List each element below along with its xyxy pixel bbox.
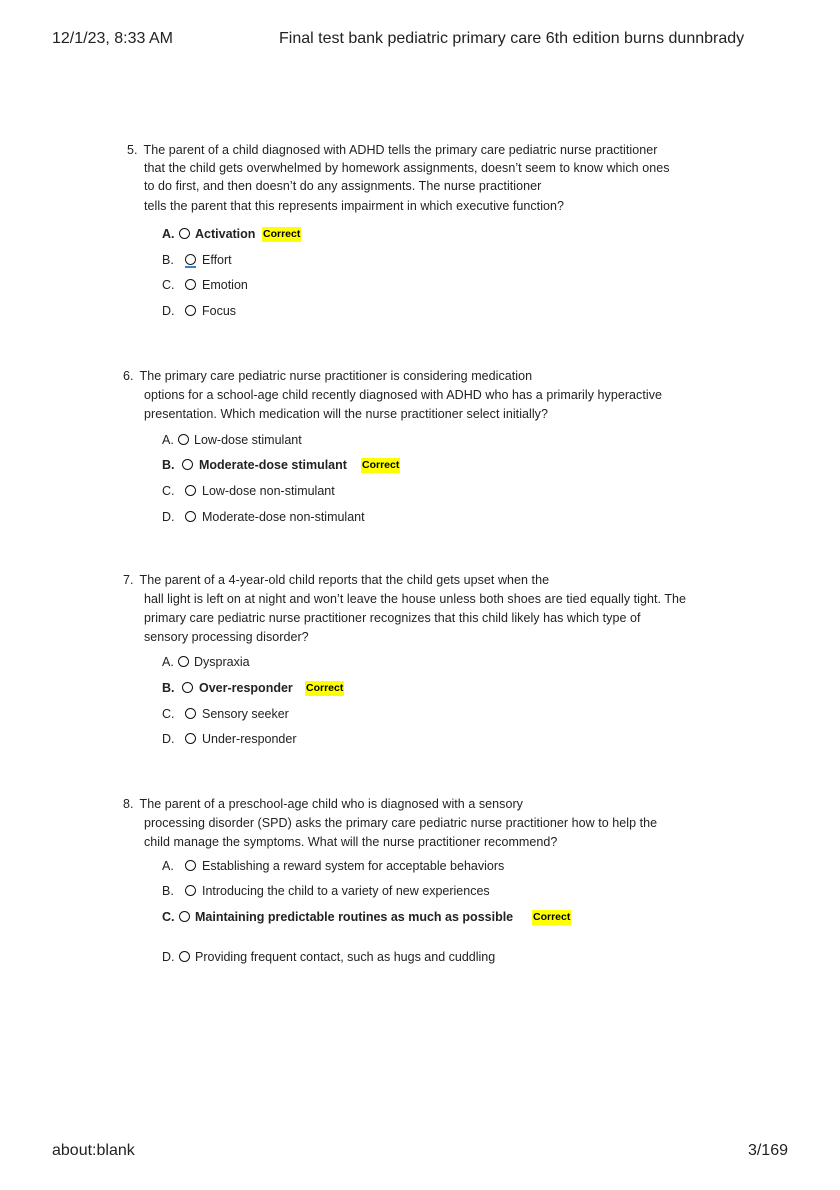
option-label: Maintaining predictable routines as much as possible [195, 910, 514, 924]
radio-icon[interactable] [179, 951, 190, 962]
option-letter: B. [162, 681, 175, 695]
radio-icon[interactable] [185, 733, 196, 744]
option-letter: C. [162, 484, 175, 498]
question-number: 6. [123, 369, 134, 383]
radio-icon[interactable] [185, 885, 196, 896]
option-label: Providing frequent contact, such as hugs and cuddling [195, 950, 496, 964]
question-number: 7. [123, 573, 134, 587]
question-stem-line: child manage the symptoms. What will the nurse practitioner recommend? [144, 835, 558, 849]
document-title: Final test bank pediatric primary care 6th edition burns dunnbrady [279, 30, 745, 47]
option-letter: A. [162, 655, 174, 669]
option-letter: A. [162, 433, 174, 447]
option-letter: D. [162, 732, 175, 746]
option-letter: B. [162, 884, 174, 898]
correct-badge: Correct [533, 911, 571, 923]
option-letter: D. [162, 950, 175, 964]
question-stem-line: presentation. Which medication will the nurse practitioner select initially? [144, 407, 548, 421]
option-label: Over-responder [199, 681, 293, 695]
correct-badge: Correct [263, 228, 301, 240]
correct-badge: Correct [306, 682, 344, 694]
option-label: Sensory seeker [202, 707, 289, 721]
question-stem-line: 8. The parent of a preschool-age child who is diagnosed with a sensory [123, 797, 523, 811]
radio-icon[interactable] [185, 305, 196, 316]
option-label: Moderate-dose stimulant [199, 458, 347, 472]
radio-icon[interactable] [182, 682, 193, 693]
option-letter: D. [162, 510, 175, 524]
question-stem-line: 7. The parent of a 4-year-old child reports that the child gets upset when the [123, 573, 550, 587]
option-letter: A. [162, 859, 174, 873]
option-label: Under-responder [202, 732, 297, 746]
option-label: Low-dose stimulant [194, 433, 302, 447]
radio-selected-icon[interactable] [185, 254, 196, 265]
radio-icon[interactable] [185, 708, 196, 719]
question-stem-line: options for a school-age child recently diagnosed with ADHD who has a primarily hyperactive [144, 388, 663, 402]
question-stem-line: tells the parent that this represents impairment in which executive function? [144, 199, 565, 213]
question-stem-line: sensory processing disorder? [144, 630, 309, 644]
option-letter: B. [162, 458, 175, 472]
question-stem-line: hall light is left on at night and won’t leave the house unless both shoes are tied equally tight. The [144, 592, 687, 606]
option-label: Introducing the child to a variety of new experiences [202, 884, 490, 898]
question-stem-line: 6. The primary care pediatric nurse practitioner is considering medication [123, 369, 533, 383]
option-letter: A. [162, 227, 175, 241]
question-stem-line: to do first, and then doesn’t do any assignments. The nurse practitioner [144, 179, 542, 193]
question-stem-line: that the child gets overwhelmed by homework assignments, doesn’t seem to know which ones [144, 161, 670, 175]
radio-icon[interactable] [178, 656, 189, 667]
correct-badge: Correct [362, 459, 400, 471]
option-letter: B. [162, 253, 174, 267]
option-label: Low-dose non-stimulant [202, 484, 335, 498]
option-label: Emotion [202, 278, 248, 292]
option-label: Focus [202, 304, 237, 318]
page-number: 3/169 [747, 1142, 788, 1159]
option-letter: C. [162, 278, 175, 292]
question-stem-line: primary care pediatric nurse practitioner recognizes that this child likely has which type of [144, 611, 641, 625]
question-stem-line: processing disorder (SPD) asks the primary care pediatric nurse practitioner how to help the [144, 816, 658, 830]
option-letter: C. [162, 707, 175, 721]
option-label: Establishing a reward system for acceptable behaviors [202, 859, 505, 873]
option-label: Activation [195, 227, 256, 241]
radio-icon[interactable] [179, 911, 190, 922]
radio-icon[interactable] [185, 511, 196, 522]
radio-icon[interactable] [182, 459, 193, 470]
radio-icon[interactable] [178, 434, 189, 445]
option-label: Moderate-dose non-stimulant [202, 510, 365, 524]
option-label: Dyspraxia [194, 655, 250, 669]
radio-icon[interactable] [185, 860, 196, 871]
print-datetime: 12/1/23, 8:33 AM [52, 30, 173, 47]
radio-icon[interactable] [185, 279, 196, 290]
question-number: 5. [127, 143, 138, 157]
radio-icon[interactable] [179, 228, 190, 239]
option-label: Effort [202, 253, 232, 267]
option-letter: D. [162, 304, 175, 318]
footer-url: about:blank [52, 1142, 135, 1159]
radio-icon[interactable] [185, 485, 196, 496]
question-stem-line: 5. The parent of a child diagnosed with ADHD tells the primary care pediatric nurse practitioner [127, 143, 658, 157]
question-number: 8. [123, 797, 134, 811]
option-letter: C. [162, 910, 175, 924]
